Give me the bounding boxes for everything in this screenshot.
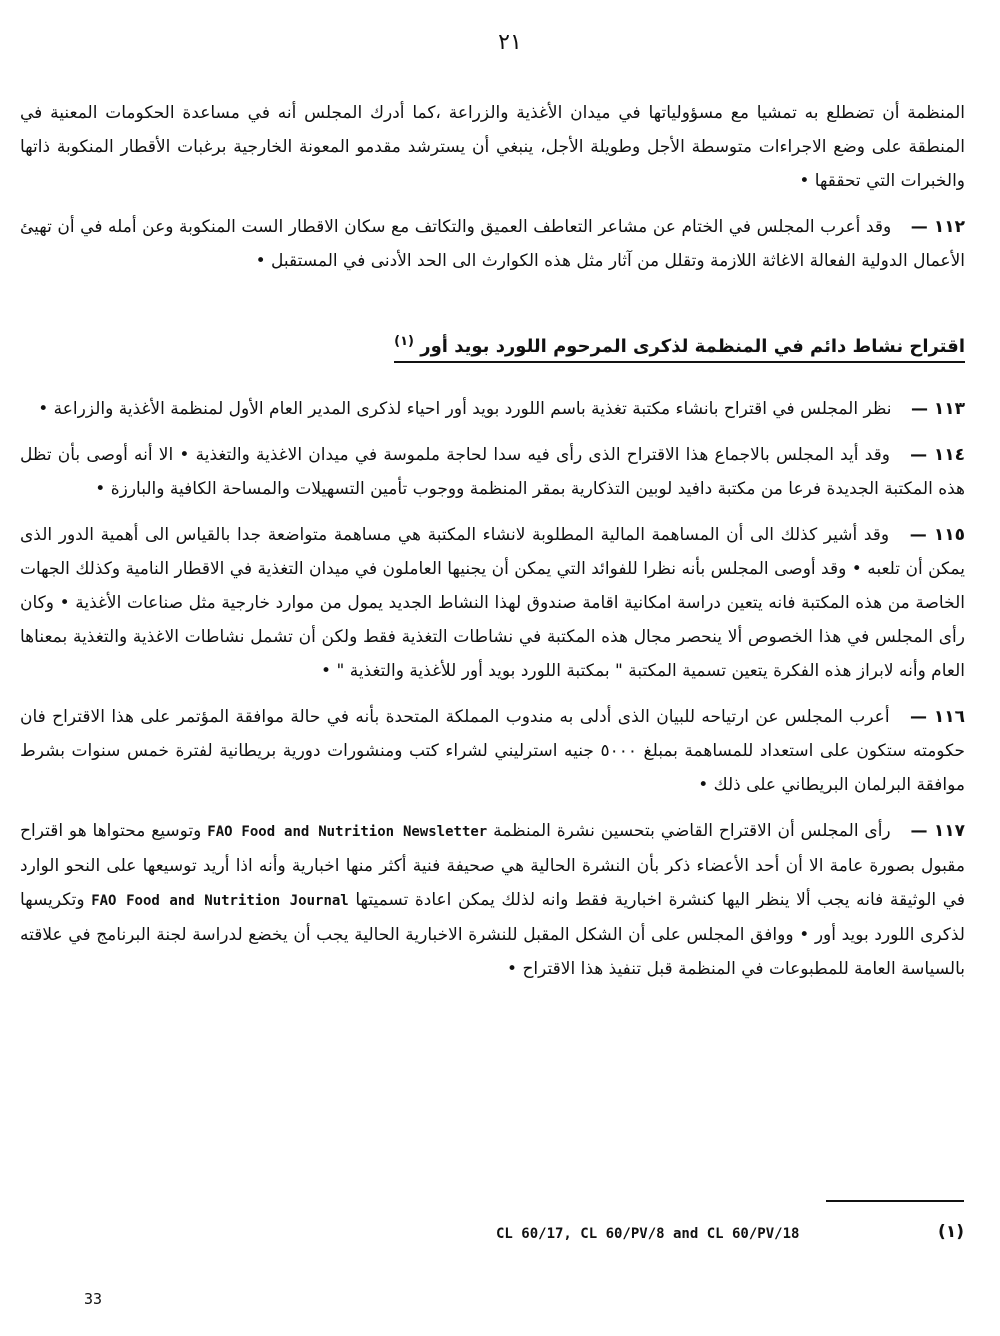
paragraph-text: المنظمة أن تضطلع به تمشيا مع مسؤولياتها في ميدان الأغذية والزراعة ،كما أدرك المجلس أنه في مساعدة الحكومات المعنية في المنطقة على وضع الاجراءات متوسطة الأجل وطويلة الأجل، ينبغي أن يسترشد مقدمو المعونة الخارجية برغبات الأقطار المنكوبة ذاتها والخبرات التي تحققها •: [20, 103, 965, 191]
paragraph-text: رأى المجلس أن الاقتراح القاضي بتحسين نشرة المنظمة: [493, 821, 891, 841]
opening-paragraphs: [20, 96, 965, 278]
footnote-marker: (١): [938, 1222, 964, 1242]
journal-title: FAO Food and Nutrition Journal: [91, 893, 349, 909]
footnote-divider: [826, 1200, 964, 1202]
paragraph-113: [20, 392, 965, 426]
section-heading: [20, 334, 965, 363]
paragraph-text: وقد أيد المجلس بالاجماع هذا الاقتراح الذى رأى فيه سدا لحاجة ملموسة في ميدان الاغذية والتغذية • الا أنه أوصى بأن تظل هذه المكتبة الجديدة فرعا من مكتبة دافيد لوبين التذكارية بمقر المنظمة ووجوب تأمين التسهيلات والمساحة الكافية والبارزة •: [20, 445, 965, 499]
paragraph-number: ١١٤ —: [910, 445, 966, 465]
paragraph-text: وتوسيع محتواها هو اقتراح مقبول بصورة عامة الا أن أحد الأعضاء ذكر بأن النشرة الحالية هي صحيفة فنية أكثر منها اخبارية وأنه اذا أريد توسيعها على النحو الوارد في الوثيقة فانه يجب ألا ينظر اليها كنشرة اخبارية فقط وانه لذلك يمكن اعادة تسميتها: [20, 821, 965, 910]
page-number-bottom: 33: [84, 1290, 103, 1308]
paragraph-number: ١١٧ —: [910, 821, 966, 841]
paragraph-111-continuation: [20, 96, 965, 198]
footnote-text: CL 60/17, CL 60/PV/8 and CL 60/PV/18: [496, 1226, 800, 1242]
paragraph-112: [20, 210, 965, 278]
heading-text: اقتراح نشاط دائم في المنظمة لذكرى المرحوم اللورد بويد أور: [420, 336, 965, 357]
paragraph-number: ١١٢ —: [910, 217, 966, 237]
section-paragraphs: [20, 392, 965, 986]
paragraph-number: ١١٣ —: [910, 399, 965, 419]
paragraph-115: [20, 518, 965, 688]
newsletter-title: FAO Food and Nutrition Newsletter: [207, 824, 488, 840]
paragraph-text: أعرب المجلس عن ارتياحه للبيان الذى أدلى به مندوب المملكة المتحدة بأنه في حالة موافقة المؤتمر على هذا الاقتراح فان حكومته ستكون على استعداد للمساهمة بمبلغ ٥٠٠٠ جنيه استرليني لشراء كتب ومنشورات دورية بريطانية لفترة خمس سنوات بشرط موافقة البرلمان البريطاني على ذلك •: [20, 707, 965, 795]
paragraph-116: [20, 700, 965, 802]
paragraph-text: وقد أشير كذلك الى أن المساهمة المالية المطلوبة لانشاء المكتبة هي مساهمة متواضعة جدا بالقياس الى أهمية الدور الذى يمكن أن تلعبه • وقد أوصى المجلس بأنه نظرا للفوائد التي يمكن أن يجنيها العاملون في ميدان التغذية في الاقطار النامية وكذلك الجهات الخاصة من هذه المكتبة فانه يتعين دراسة امكانية اقامة صندوق لهذا النشاط الجديد يمول من موارد خارجية مثل صناعات الأغذية • وكان رأى المجلس في هذا الخصوص ألا ينحصر مجال هذه المكتبة في نشاطات التغذية فقط ولكن أن تشمل نشاطات الاغذية والتغذية بمعناها العام وأنه لابراز هذه الفكرة يتعين تسمية المكتبة " بمكتبة اللورد بويد أور للأغذية والتغذية " •: [20, 525, 965, 681]
paragraph-text: وقد أعرب المجلس في الختام عن مشاعر التعاطف العميق والتكاتف مع سكان الاقطار الست المنكوبة وعن أمله في أن تهيئ الأعمال الدولية الفعالة الاغاثة اللازمة وتقلل من آثار مثل هذه الكوارث الى الحد الأدنى في المستقبل •: [20, 217, 965, 271]
footnote: [496, 1222, 964, 1252]
paragraph-text: نظر المجلس في اقتراح بانشاء مكتبة تغذية باسم اللورد بويد أور احياء لذكرى المدير العام الأول لمنظمة الأغذية والزراعة •: [38, 399, 892, 419]
paragraph-number: ١١٦ —: [909, 707, 966, 727]
heading-footnote-ref: (١): [394, 334, 414, 349]
paragraph-114: [20, 438, 965, 506]
paragraph-number: ١١٥ —: [909, 525, 965, 545]
paragraph-117: [20, 814, 965, 986]
page-number-top: ٢١: [498, 30, 522, 55]
paragraph-text: وتكريسها لذكرى اللورد بويد أور • ووافق المجلس على أن الشكل المقبل للنشرة الاخبارية الحالية يجب أن يخضع لدراسة لجنة البرنامج في علاقته بالسياسة العامة للمطبوعات في المنظمة قبل تنفيذ هذا الاقتراح •: [20, 890, 965, 979]
